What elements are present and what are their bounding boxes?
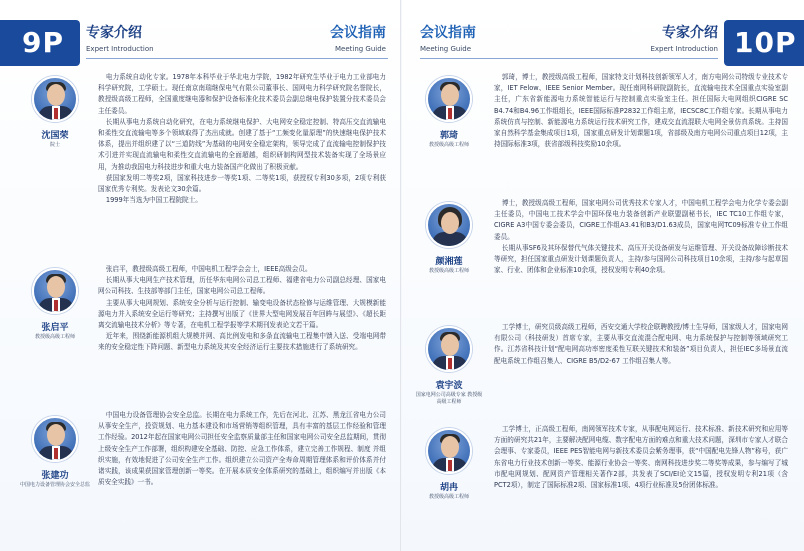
expert-name: 胡冉: [439, 483, 458, 493]
expert-photo-avatar: [426, 76, 472, 122]
expert-title: 中国电力设备管理协会安全总监: [19, 482, 90, 488]
guide-title: 会议指南: [420, 25, 476, 41]
right-page: [402, 0, 804, 551]
expert-name: 张启平: [41, 323, 69, 333]
guide-title-en: Meeting Guide: [420, 45, 472, 53]
expert-photo-avatar: [32, 268, 78, 314]
expert-title: 教授级高级工程师: [428, 494, 469, 500]
guide-header: [420, 22, 476, 53]
expert-photo-avatar: [426, 428, 472, 474]
guide-title-en: Meeting Guide: [334, 45, 386, 53]
section-title-en: Expert Introduction: [650, 45, 718, 53]
expert-title: 教授级高级工程师: [428, 268, 469, 274]
expert-photo-avatar: [32, 416, 78, 462]
expert-name: 张建功: [41, 471, 69, 481]
expert-title: 教授级高级工程师: [428, 142, 469, 148]
expert-title: 教授级高级工程师: [34, 334, 75, 340]
expert-photo-avatar: [32, 76, 78, 122]
expert-bio: 郭琦，博士，教授级高级工程师，国家特支计划科技创新领军人才，南方电网公司特级专业技术专家，IET Felow、IEEE Senior Member。现任南网科研院副院长，直流输电技术全国重点实验室副主任，广东省新能源电力系统智能运行与控制重点实验室主任。担任国际大电网组织CIGRE SC B4.74和B4.96工作组组长，IEEE国际标准P2832工作组主席，IECSC8C工作组专家。长期从事电力系统仿真与控制、新能源电力系统运行技术研究工作，建成交直流混联大电网全景仿真系统。主持国家自然科学基金集成项目1项，国家重点研发计划课题1项，省部级及南方电网公司重点项目12项，主持国际标准3项，获省部级科技奖励10余项。: [494, 73, 788, 149]
expert-photo-avatar: [426, 326, 472, 372]
guide-title: 会议指南: [330, 25, 386, 41]
section-title: 专家介绍: [662, 25, 718, 41]
expert-photo-avatar: [426, 202, 472, 248]
expert-bio: 工学博士，研究员级高级工程师，西安交通大学校企联聘教授/博士生导师，国家级人才，国家电网有限公司（科技研发）首席专家，主要从事交直流混合配电网、电力系统保护与控制等领域研究工作。江苏省科技计划“配电网高功率密度柔性互联关键技术和装备”项目负责人，担任IEC多场景直流配电系统工作组召集人、CIGRE B5/D2-67 工作组召集人等。: [494, 323, 788, 365]
expert-name: 沈国荣: [41, 131, 69, 141]
section-title: 专家介绍: [86, 25, 142, 41]
expert-name: 袁宇波: [435, 381, 463, 391]
expert-bio: 张启平，教授级高级工程师，中国电机工程学会会士，IEEE高级会员。 长期从事大电网生产技术管理，历任华东电网公司总工程师、福建省电力公司副总经理、国家电网公司科技、生技部等部门主任，国家电网公司总工程师。 主要从事大电网规划、系统安全分析与运行控制、输变电设备状态检修与运维管理、大规模新能源电力并入系统安全运行等研究；主持撰写出版了《世界大型电网发展百年回眸与展望》、《超长距离交流输电技术分析》等专著，在电机工程学报等学术期刊发表论文若干篇。 近年来，围绕新能源机组大规模并网、高比例发电和多条直流输电工程集中馈入送、受端电网带来的安全稳定性下降问题、新型电力系统及其安全经济运行主要技术措施进行了系统研究。: [98, 265, 386, 352]
expert-title: 国家电网公司高级专家 教授级高级工程师: [415, 392, 483, 405]
header-divider: [420, 58, 718, 59]
expert-title: 院士: [49, 142, 60, 148]
expert-bio: 工学博士，正高级工程师，南网领军技术专家，从事配电网运行、技术标准、新技术研究和应用等方面的研究共21年，主要解决配网电缆、数字配电方面的难点和重大技术问题，深圳市专家人才联合会理事、专家委员，IEEE PES智能电网与新技术委员会紫务理事，获“中国配电先锋人物”称号，获广东省电力行业技术创新一等奖、能源行业协会一等奖、南网科技进步奖二等奖等成果，参与编写了城市配电网规划、配网资产管理相关著作2部，共发表了SCI/EI论文15篇，授权发明专利21项（含PCT2项），制定了国际标准2项、国家标准1项、4项行业标准及5份团体标准。: [494, 425, 788, 490]
section-header: [86, 22, 154, 53]
expert-bio: 博士，教授级高级工程师，国家电网公司优秀技术专家人才，中国电机工程学会电力化学专委会副主任委员，中国电工技术学会中国环保电力装备创新产业联盟副秘书长，IEC TC10工作组专家，CIGRE A3中国专委会委员，CIGRE工作组A3.41和B3/D1.63成员，国家电网TC09标准专业工作组委员。 长期从事SF6及其环保替代气体关键技术、高压开关设备研发与运维管理、开关设备故障诊断技术等研究，担任国家重点研发计划课题负责人，主持/参与国网公司科技项目10余项，主持/参与起草国家、行业、团体和企业标准10余项，授权发明专利40余项。: [494, 199, 788, 275]
expert-bio: 电力系统自动化专家。1978年本科毕业于华北电力学院，1982年研究生毕业于电力工业部电力科学研究院，工学硕士。现任南京南瑞继保电气有限公司董事长、国网电力科学研究院名誉院长，教授级高级工程师，全国重度继电器和保护设备标准化技术委员会副总继电保护装置分技术委员会主任委员。 长期从事电力系统自动化研究，在电力系统继电保护、大电网安全稳定控制、特高压交直流输电和柔性交直流输电等多个领域取得了杰出成就。创建了基于“工频变化量原理”的快速继电保护技术体系，提出并组织建了以“三道防线”为基础的电网安全稳定架构，领导完成了直流输电控制保护技术引进并实现直流输电和柔性交直流输电的全面超越，组织研制构网型技术装备实现了全场景应用，为推动我国电力科技进步和重大电力装备国产化做出了积极贡献。 获国家发明二等奖2项，国家科技进步一等奖1项、二等奖1项，获授权专利30多项，2项专利获国家优秀专利奖。发表论文30余篇。 1999年当选为中国工程院院士。: [98, 73, 386, 205]
section-title-en: Expert Introduction: [86, 45, 154, 53]
expert-name: 颜湘莲: [435, 257, 463, 267]
guide-header: [330, 22, 386, 53]
page-number-badge: 10P: [724, 20, 804, 66]
expert-bio: 中国电力设备管理协会安全总监。长期在电力系统工作，先后在河北、江苏、黑龙江省电力公司从事安全生产，投资规划、电力基本建设和市场营销等组织管理，具有丰富的基层工作经验和管理工作经验。2012年起在国家电网公司担任安全监察质量部主任和国家电网公司安全总监期间，贯彻上级安全生产工作部署，组织构建安全基础、防控、应急工作体系，建立完善工作规程、制度 并组织实施，有效地促进了公司安全生产工作。组织建立公司资产全寿命周期管理体系和评价体系并付诸实践，该成果获国家管理创新一等奖。在开展本质安全体系研究的基础上，组织编写并出版《本质安全实践》一书。: [98, 411, 386, 487]
page-number-badge: 9P: [0, 20, 80, 66]
expert-name: 郭琦: [439, 131, 458, 141]
section-header: [650, 22, 718, 53]
header-divider: [86, 58, 388, 59]
